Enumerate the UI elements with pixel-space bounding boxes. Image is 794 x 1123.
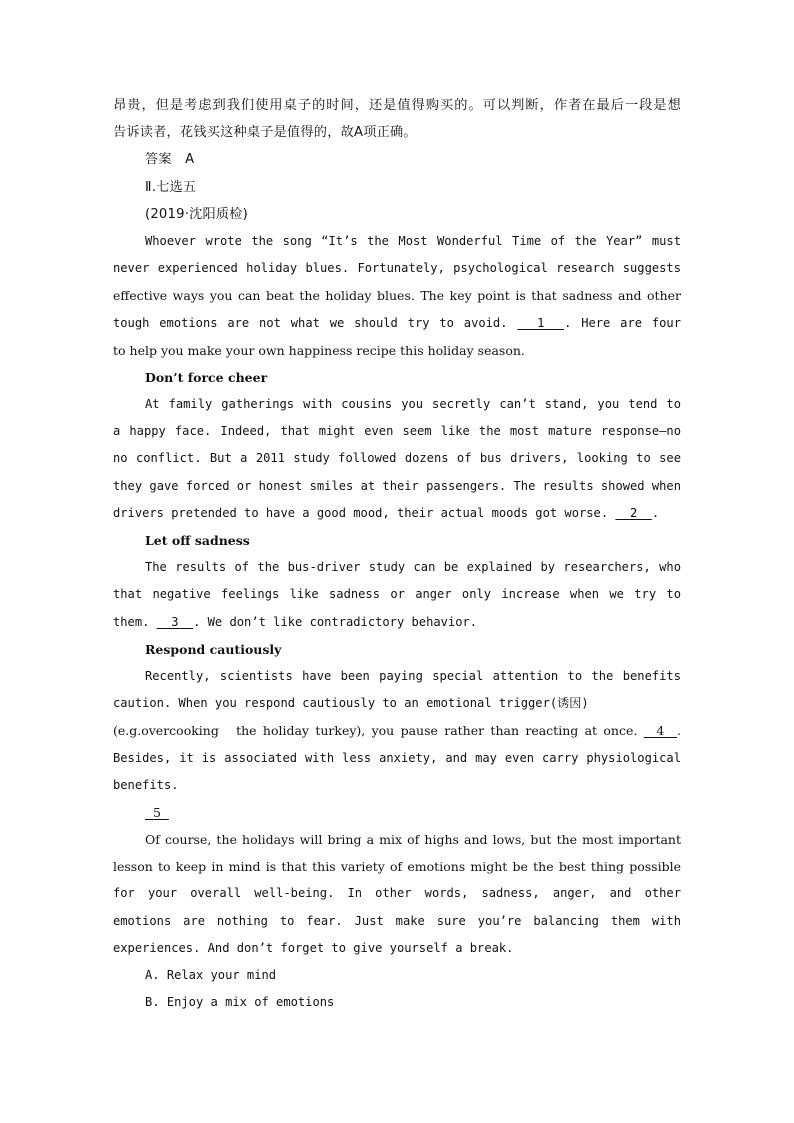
paragraph-2-line-5-end: . [651, 505, 660, 520]
paragraph-5-line-3: for your overall well-being. In other words, sadness, anger, and other [113, 886, 681, 901]
paragraph-1-line-4-text: tough emotions are not what we should try to avoid. [113, 315, 518, 330]
paragraph-1-line-2: never experienced holiday blues. Fortunately, psychological research suggests [113, 261, 681, 276]
paragraph-3-line-3-text: them. [113, 614, 157, 629]
subheading-respond-cautiously: Respond cautiously [145, 641, 282, 657]
paragraph-4-line-2: caution. When you respond cautiously to an emotional trigger(诱因) [113, 696, 589, 711]
paragraph-1-line-3: effective ways you can beat the holiday blues. The key point is that sadness and other [113, 288, 681, 304]
option-b: B. Enjoy a mix of emotions [145, 995, 335, 1010]
document-page [113, 92, 681, 1016]
paragraph-1-line-5: to help you make your own happiness recipe this holiday season. [113, 342, 525, 358]
option-a: A. Relax your mind [145, 968, 277, 982]
paragraph-3-line-2: that negative feelings like sadness or anger only increase when we try to [113, 587, 681, 602]
blank-5-heading [113, 799, 681, 826]
paragraph-3-line-1: The results of the bus-driver study can be explained by researchers, who [145, 560, 681, 575]
paragraph-2-line-5 [113, 500, 681, 527]
section-source: (2019·沈阳质检) [145, 206, 248, 222]
paragraph-5-line-5: experiences. And don’t forget to give yourself a break. [113, 940, 514, 955]
paragraph-1-line-1: Whoever wrote the song “It’s the Most Wonderful Time of the Year” must [145, 233, 681, 248]
paragraph-1-line-4 [113, 310, 681, 337]
paragraph-5-line-2: lesson to keep in mind is that this variety of emotions might be the best thing possible [113, 859, 681, 875]
paragraph-3-line-3 [113, 609, 681, 636]
blank-1: 1 [517, 315, 565, 330]
paragraph-4-line-4: Besides, it is associated with less anxiety, and may even carry physiological [113, 750, 681, 765]
paragraph-1-line-4-end: . Here are four [564, 315, 681, 330]
blank-2: 2 [615, 505, 652, 520]
explanation-line-1: 昂贵，但是考虑到我们使用桌子的时间，还是值得购买的。可以判断，作者在最后一段是想 [113, 98, 681, 113]
paragraph-4-line-3-end: . [677, 723, 681, 739]
paragraph-2-line-3: no conflict. But a 2011 study followed dozens of bus drivers, looking to see [113, 451, 681, 466]
blank-4: 4 [643, 723, 677, 739]
paragraph-3-line-3-end: . We don’t like contradictory behavior. [193, 614, 478, 629]
paragraph-5-line-4: emotions are nothing to fear. Just make sure you’re balancing them with [113, 913, 681, 928]
answer-line: 答案 A [145, 152, 195, 168]
paragraph-4-line-3-text: (e.g.overcooking the holiday turkey), you pause rather than reacting at once. [113, 723, 644, 739]
blank-3: 3 [156, 614, 194, 629]
paragraph-2-line-5-text: drivers pretended to have a good mood, their actual moods got worse. [113, 505, 616, 520]
paragraph-4-line-3 [113, 717, 681, 744]
paragraph-4-line-1: Recently, scientists have been paying special attention to the benefits [145, 668, 681, 683]
paragraph-2-line-4: they gave forced or honest smiles at their passengers. The results showed when [113, 478, 681, 493]
paragraph-4-line-5: benefits. [113, 777, 179, 792]
paragraph-5-line-1: Of course, the holidays will bring a mix of highs and lows, but the most important [145, 832, 681, 848]
paragraph-2-line-2: a happy face. Indeed, that might even seem like the most mature response—no [113, 424, 681, 439]
blank-5: 5 [145, 804, 169, 820]
explanation-line-2: 告诉读者，花钱买这种桌子是值得的，故A项正确。 [113, 125, 417, 141]
section-title: Ⅱ.七选五 [145, 179, 197, 195]
subheading-dont-force-cheer: Don’t force cheer [145, 369, 268, 385]
paragraph-2-line-1: At family gatherings with cousins you secretly can’t stand, you tend to [145, 397, 681, 412]
subheading-let-off-sadness: Let off sadness [145, 533, 250, 548]
